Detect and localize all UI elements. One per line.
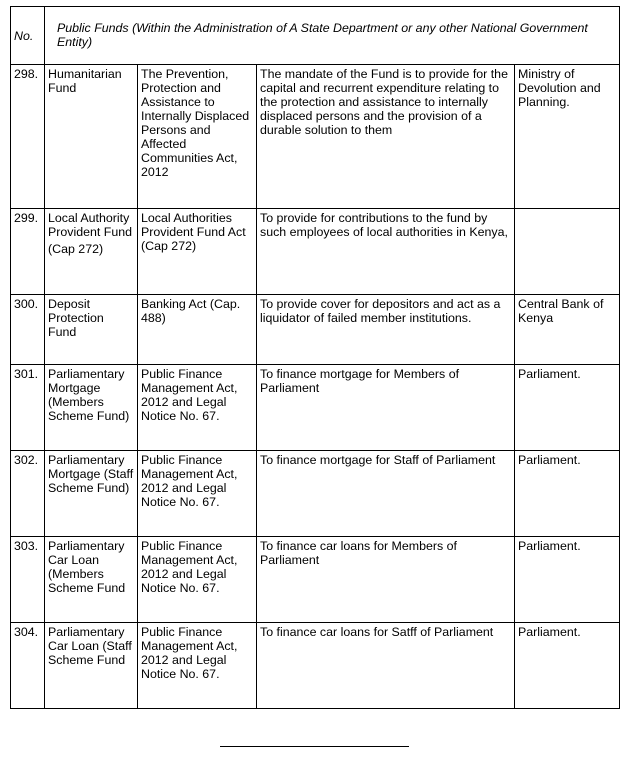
cell-purpose: To finance car loans for Members of Parliament — [257, 537, 515, 623]
cell-enabling-law: Banking Act (Cap. 488) — [138, 295, 257, 365]
cell-enabling-law: Public Finance Management Act, 2012 and Legal Notice No. 67. — [138, 623, 257, 709]
cell-purpose: To finance car loans for Satff of Parliament — [257, 623, 515, 709]
table-row — [11, 209, 620, 295]
cell-administrator: Ministry of Devolution and Planning. — [515, 65, 620, 209]
cell-purpose: The mandate of the Fund is to provide for the capital and recurrent expenditure relating to the protection and assistance to internally displaced persons and the provision of a durable solution to them — [257, 65, 515, 209]
fund-name: Deposit Protection Fund — [48, 297, 104, 339]
cell-fund-name — [45, 537, 138, 623]
table-title: Public Funds (Within the Administration of A State Department or any other National Government Entity) — [45, 7, 620, 65]
table-row — [11, 623, 620, 709]
table-row — [11, 365, 620, 451]
cell-enabling-law: The Prevention, Protection and Assistance to Internally Displaced Persons and Affected Communities Act, 2012 — [138, 65, 257, 209]
fund-name: Parliamentary Car Loan (Members Scheme Fund — [48, 539, 126, 595]
fund-name: Local Authority Provident Fund — [48, 211, 133, 239]
cell-fund-name — [45, 209, 138, 295]
cell-administrator — [515, 209, 620, 295]
cell-administrator: Central Bank of Kenya — [515, 295, 620, 365]
cell-purpose: To provide for contributions to the fund by such employees of local authorities in Kenya, — [257, 209, 515, 295]
cell-fund-name — [45, 451, 138, 537]
column-header-no: No. — [11, 7, 45, 65]
cell-purpose: To finance mortgage for Staff of Parliament — [257, 451, 515, 537]
cell-purpose: To finance mortgage for Members of Parliament — [257, 365, 515, 451]
footer-divider-line — [220, 746, 409, 747]
cell-number: 304. — [11, 623, 45, 709]
cell-enabling-law: Public Finance Management Act, 2012 and Legal Notice No. 67. — [138, 537, 257, 623]
table-header-row — [11, 7, 620, 65]
cell-enabling-law: Public Finance Management Act, 2012 and Legal Notice No. 67. — [138, 451, 257, 537]
cell-number: 301. — [11, 365, 45, 451]
fund-name: Parliamentary Mortgage (Members Scheme Fund) — [48, 367, 130, 423]
cell-enabling-law: Local Authorities Provident Fund Act (Cap 272) — [138, 209, 257, 295]
public-funds-table — [10, 6, 620, 709]
cell-fund-name — [45, 623, 138, 709]
cell-enabling-law: Public Finance Management Act, 2012 and Legal Notice No. 67. — [138, 365, 257, 451]
cell-number: 298. — [11, 65, 45, 209]
cell-fund-name — [45, 295, 138, 365]
cell-fund-name — [45, 365, 138, 451]
table-row — [11, 537, 620, 623]
table-body — [11, 65, 620, 709]
cell-number: 299. — [11, 209, 45, 295]
cell-administrator: Parliament. — [515, 365, 620, 451]
cell-number: 300. — [11, 295, 45, 365]
table-row — [11, 295, 620, 365]
cell-number: 303. — [11, 537, 45, 623]
table-row — [11, 65, 620, 209]
fund-name: Humanitarian Fund — [48, 67, 122, 95]
cell-fund-name — [45, 65, 138, 209]
cell-administrator: Parliament. — [515, 623, 620, 709]
cell-purpose: To provide cover for depositors and act as a liquidator of failed member institutions. — [257, 295, 515, 365]
fund-name: Parliamentary Car Loan (Staff Scheme Fund — [48, 625, 132, 667]
cell-administrator: Parliament. — [515, 451, 620, 537]
fund-name: Parliamentary Mortgage (Staff Scheme Fund) — [48, 453, 134, 495]
fund-name-cap-reference: (Cap 272) — [48, 242, 104, 256]
cell-administrator: Parliament. — [515, 537, 620, 623]
table-row — [11, 451, 620, 537]
cell-number: 302. — [11, 451, 45, 537]
